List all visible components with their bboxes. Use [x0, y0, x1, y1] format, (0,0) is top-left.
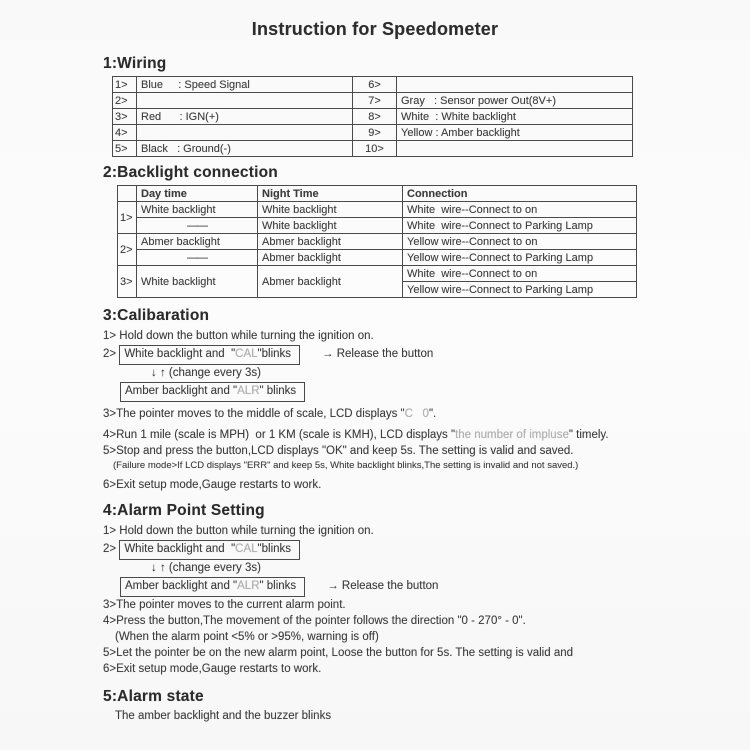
- section-heading-alarm-setting: 4:Alarm Point Setting: [103, 502, 265, 519]
- calibration-step-3: 3>The pointer moves to the middle of scale, LCD displays "C 0".: [103, 408, 437, 420]
- pin-label: Gray : Sensor power Out(8V+): [397, 93, 633, 109]
- page-title: Instruction for Speedometer: [251, 19, 499, 39]
- day-cell: ——: [137, 218, 258, 234]
- toggle-indicator: ↓ ↑ (change every 3s): [151, 562, 261, 574]
- pin-label: Red : IGN(+): [137, 109, 353, 125]
- connection-cell: White wire--Connect to on: [403, 202, 637, 218]
- calibration-step-2: [103, 345, 651, 365]
- alarm-setting-step-2: [103, 540, 651, 560]
- toggle-indicator: ↓ ↑ (change every 3s): [151, 367, 261, 379]
- backlight-row: [118, 218, 637, 234]
- backlight-row: [118, 250, 637, 266]
- night-cell: White backlight: [258, 218, 403, 234]
- pin-number: 4>: [113, 125, 137, 141]
- failure-mode-note: (Failure mode>If LCD displays "ERR" and keep 5s, White backlight blinks,The setting is invalid and not saved.): [113, 460, 579, 471]
- release-note: → Release the button: [327, 580, 439, 592]
- backlight-row: [118, 234, 637, 250]
- right-arrow-icon: →: [322, 348, 334, 360]
- white-backlight-state-box: White backlight and "CAL"blinks: [119, 540, 300, 560]
- up-down-arrows-icon: ↓ ↑: [151, 562, 166, 574]
- day-cell: Abmer backlight: [137, 234, 258, 250]
- group-label: 3>: [118, 266, 137, 298]
- wiring-row: [113, 125, 633, 141]
- white-backlight-state-box: White backlight and "CAL"blinks: [119, 345, 300, 365]
- day-cell: White backlight: [137, 266, 258, 298]
- pin-label: [397, 141, 633, 157]
- alarm-state-body: The amber backlight and the buzzer blinks: [115, 710, 332, 722]
- alarm-setting-step-1: 1> Hold down the button while turning the ignition on.: [103, 525, 374, 537]
- lcd-display-value: C 0: [404, 408, 429, 420]
- amber-backlight-state-box: Amber backlight and "ALR" blinks: [120, 577, 305, 597]
- pin-number: 3>: [113, 109, 137, 125]
- lcd-code-cal: CAL: [235, 543, 258, 555]
- backlight-table: [117, 185, 637, 298]
- step-number: 2>: [103, 348, 117, 360]
- corner-cell: [118, 186, 137, 202]
- calibration-step-6: 6>Exit setup mode,Gauge restarts to work.: [103, 479, 322, 491]
- night-cell: Abmer backlight: [258, 266, 403, 298]
- pin-number: 5>: [113, 141, 137, 157]
- pin-label: [397, 77, 633, 93]
- lcd-code-alr: ALR: [237, 580, 260, 592]
- alarm-setting-step-3: 3>The pointer moves to the current alarm point.: [103, 599, 346, 611]
- wiring-table: [112, 76, 633, 157]
- lcd-code-alr: ALR: [237, 385, 260, 397]
- pin-number: 10>: [353, 141, 397, 157]
- connection-cell: Yellow wire--Connect to Parking Lamp: [403, 250, 637, 266]
- group-label: 2>: [118, 234, 137, 266]
- alarm-setting-step-6: 6>Exit setup mode,Gauge restarts to work.: [103, 663, 322, 675]
- wiring-row: [113, 93, 633, 109]
- right-arrow-icon: →: [327, 580, 339, 592]
- pin-label: Blue : Speed Signal: [137, 77, 353, 93]
- night-cell: White backlight: [258, 202, 403, 218]
- connection-cell: Yellow wire--Connect to Parking Lamp: [403, 282, 637, 298]
- calibration-amber-line: [120, 382, 651, 402]
- backlight-row: [118, 266, 637, 282]
- pin-number: 2>: [113, 93, 137, 109]
- pin-number: 8>: [353, 109, 397, 125]
- pin-label: Yellow : Amber backlight: [397, 125, 633, 141]
- col-header-day: Day time: [137, 186, 258, 202]
- section-heading-backlight: 2:Backlight connection: [103, 164, 278, 181]
- alarm-setting-step-4: 4>Press the button,The movement of the pointer follows the direction "0 - 270° - 0".: [103, 615, 526, 627]
- document-content: [103, 55, 651, 724]
- section-heading-alarm-state: 5:Alarm state: [103, 688, 204, 705]
- col-header-night: Night Time: [258, 186, 403, 202]
- pin-label: Black : Ground(-): [137, 141, 353, 157]
- wiring-row: [113, 77, 633, 93]
- amber-backlight-state-box: Amber backlight and "ALR" blinks: [120, 382, 305, 402]
- day-cell: ——: [137, 250, 258, 266]
- backlight-header-row: [118, 186, 637, 202]
- pin-label: [137, 93, 353, 109]
- calibration-step-4: 4>Run 1 mile (scale is MPH) or 1 KM (scale is KMH), LCD displays "the number of impluse" timely.: [103, 429, 609, 441]
- connection-cell: White wire--Connect to on: [403, 266, 637, 282]
- calibration-step-1: 1> Hold down the button while turning the ignition on.: [103, 330, 374, 342]
- pin-label: White : White backlight: [397, 109, 633, 125]
- pin-label: [137, 125, 353, 141]
- backlight-row: [118, 202, 637, 218]
- pin-number: 6>: [353, 77, 397, 93]
- pin-number: 7>: [353, 93, 397, 109]
- pin-number: 9>: [353, 125, 397, 141]
- alarm-setting-amber-line: [120, 577, 651, 597]
- up-down-arrows-icon: ↓ ↑: [151, 367, 166, 379]
- lcd-code-cal: CAL: [235, 348, 258, 360]
- connection-cell: White wire--Connect to Parking Lamp: [403, 218, 637, 234]
- lcd-display-value: the number of impluse: [455, 429, 569, 441]
- pin-number: 1>: [113, 77, 137, 93]
- release-note: → Release the button: [322, 348, 434, 360]
- calibration-step-5: 5>Stop and press the button,LCD displays "OK" and keep 5s. The setting is valid and saved.: [103, 445, 574, 457]
- wiring-row: [113, 109, 633, 125]
- alarm-point-note: (When the alarm point <5% or >95%, warning is off): [115, 631, 379, 643]
- night-cell: Abmer backlight: [258, 234, 403, 250]
- connection-cell: Yellow wire--Connect to on: [403, 234, 637, 250]
- section-heading-wiring: 1:Wiring: [103, 55, 167, 72]
- wiring-row: [113, 141, 633, 157]
- night-cell: Abmer backlight: [258, 250, 403, 266]
- col-header-connection: Connection: [403, 186, 637, 202]
- group-label: 1>: [118, 202, 137, 234]
- alarm-setting-step-5: 5>Let the pointer be on the new alarm point, Loose the button for 5s. The setting is valid and: [103, 647, 574, 659]
- section-heading-calibration: 3:Calibaration: [103, 307, 210, 324]
- step-number: 2>: [103, 543, 117, 555]
- day-cell: White backlight: [137, 202, 258, 218]
